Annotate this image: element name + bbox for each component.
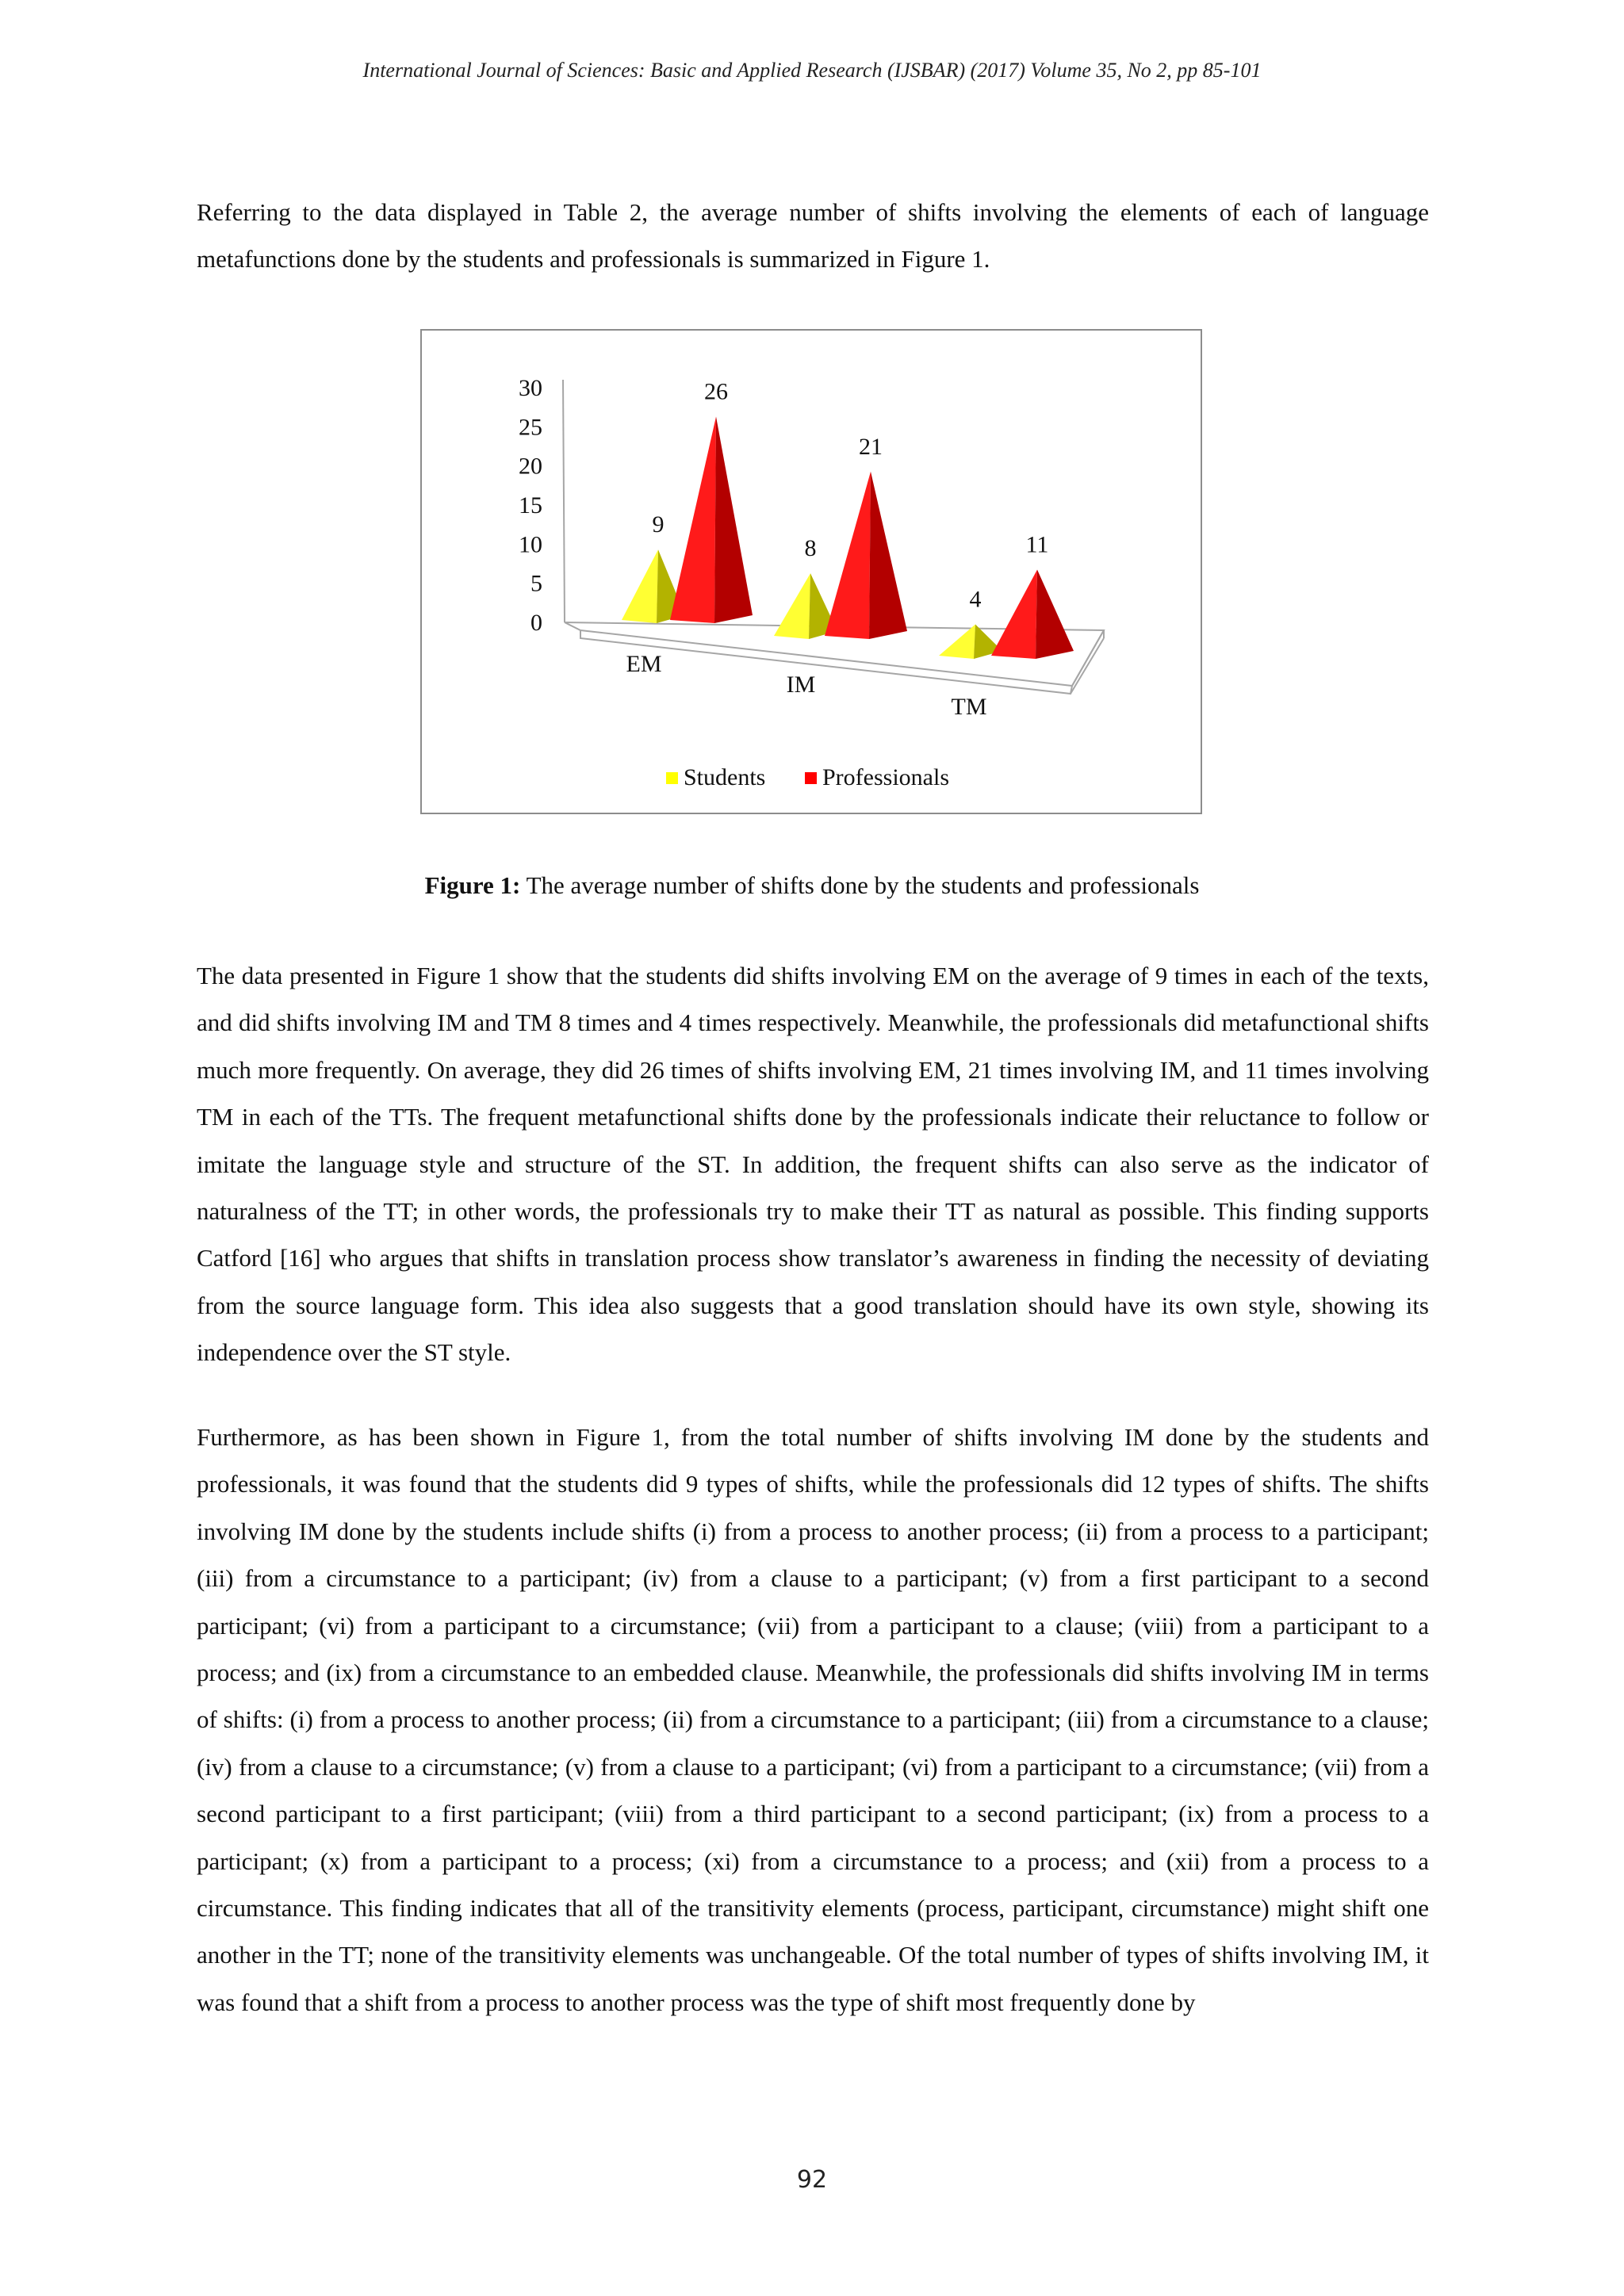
professionals-tm-pyramid [991, 569, 1074, 659]
y-tick-label: 25 [519, 414, 542, 441]
legend-swatch [805, 772, 817, 784]
caption-text: The average number of shifts done by the students and professionals [520, 871, 1200, 899]
y-tick-label: 20 [519, 453, 542, 480]
category-label: EM [626, 651, 662, 677]
category-label: IM [786, 672, 816, 698]
data-label: 4 [969, 586, 982, 613]
caption-label: Figure 1: [424, 871, 521, 899]
data-label: 26 [704, 378, 728, 405]
category-label: TM [951, 694, 987, 720]
further-paragraph: Furthermore, as has been shown in Figure 1, from the total number of shifts involving IM done by the students and professionals, it was found that the students did 9 types of shifts, while the professionals did 12 types of shifts. The shifts involving IM done by the students include shifts (i) from a process to another process; (ii) from a process to a participant; (iii) from a circumstance to a participant; (iv) from a clause to a participant; (v) from a first participant to a second participant; (vi) from a participant to a circumstance; (vii) from a participant to a clause; (viii) from a participant to a process; and (ix) from a circumstance to an embedded clause. Meanwhile, the professionals did shifts involving IM in terms of shifts: (i) from a process to another process; (ii) from a circumstance to a participant; (iii) from a circumstance to a clause; (iv) from a clause to a circumstance; (v) from a clause to a participant; (vi) from a participant to a circumstance; (vii) from a second participant to a first participant; (viii) from a third participant to a second participant; (ix) from a process to a participant; (x) from a participant to a process; (xi) from a circumstance to a process; and (xii) from a process to a circumstance. This finding indicates that all of the transitivity elements (process, participant, circumstance) might shift one another in the TT; none of the transitivity elements was unchangeable. Of the total number of types of shifts involving IM, it was found that a shift from a process to another process was the type of shift most frequently done by [197, 1423, 1429, 2016]
legend-swatch [666, 772, 678, 784]
professionals-em-pyramid [670, 416, 753, 623]
legend-label: Professionals [822, 764, 949, 790]
y-tick-label: 5 [530, 570, 542, 597]
data-label: 9 [652, 511, 665, 538]
y-axis [519, 375, 565, 636]
chart-bars [622, 378, 1074, 659]
figure-caption [0, 871, 1624, 900]
chart-legend [666, 764, 949, 790]
data-label: 8 [804, 535, 817, 562]
intro-paragraph: Referring to the data displayed in Table 2, the average number of shifts involving the elements of each of language metafunctions done by the students and professionals is summarized in Figure 1. [197, 198, 1429, 274]
data-label: 11 [1025, 531, 1049, 558]
y-tick-label: 0 [530, 610, 542, 636]
y-tick-label: 10 [519, 531, 542, 558]
data-paragraph: The data presented in Figure 1 show that the students did shifts involving EM on the average of 9 times in each of the texts, and did shifts involving IM and TM 8 times and 4 times respectively. Meanwhile, the professionals did metafunctional shifts much more frequently. On average, they did 26 times of shifts involving EM, 21 times involving IM, and 11 times involving TM in each of the TTs. The frequent metafunctional shifts done by the professionals indicate their reluctance to follow or imitate the language style and structure of the ST. In addition, the frequent shifts can also serve as the indicator of naturalness of the TT; in other words, the professionals try to make their TT as natural as possible. This finding supports Catford [16] who argues that shifts in translation process show translator’s awareness in finding the necessity of deviating from the source language form. This idea also suggests that a good translation should have its own style, showing its independence over the ST style. [197, 962, 1429, 1367]
figure-1-chart [420, 329, 1202, 814]
legend-label: Students [684, 764, 766, 790]
y-tick-label: 15 [519, 492, 542, 519]
pyramid-chart [422, 331, 1201, 813]
running-head: International Journal of Sciences: Basic and Applied Research (IJSBAR) (2017) Volume 35, No 2, pp 85-101 [362, 59, 1262, 82]
y-tick-label: 30 [519, 375, 542, 401]
data-label: 21 [859, 433, 883, 460]
professionals-im-pyramid [825, 472, 907, 639]
page-number: 92 [796, 2166, 828, 2194]
